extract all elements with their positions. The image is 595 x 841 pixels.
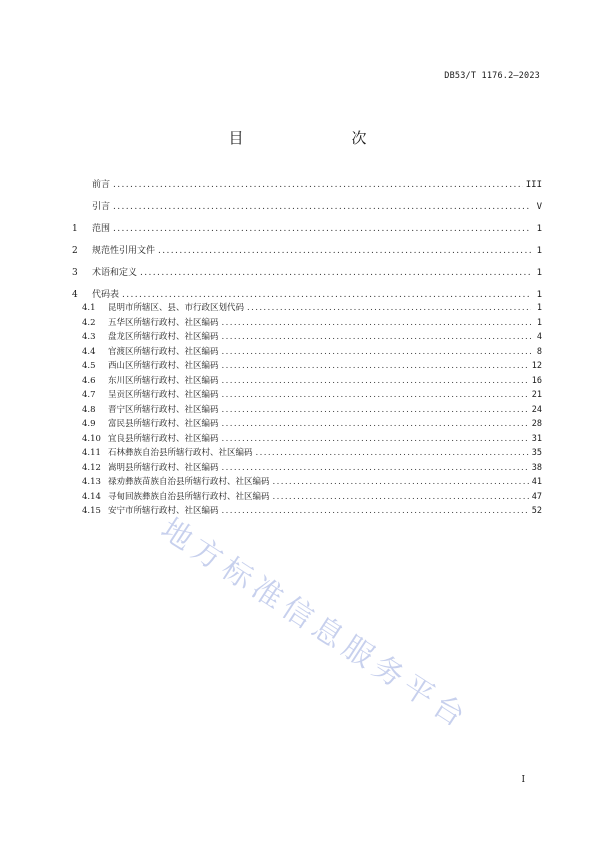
toc-entry[interactable]	[72, 290, 542, 300]
toc-entry-label: 范围	[92, 224, 111, 234]
toc-leader-dots	[122, 290, 531, 300]
toc-leader-dots	[273, 492, 529, 502]
toc-entry-page: 28	[531, 419, 542, 429]
toc-entry-number: 4.9	[82, 419, 96, 429]
toc-entry-label: 东川区所辖行政村、社区编码	[108, 375, 219, 386]
toc-entry[interactable]	[72, 246, 542, 256]
toc-entry-number: 4	[72, 290, 78, 300]
toc-entry-page: 47	[531, 491, 542, 502]
document-code: DB53/T 1176.2—2023	[444, 71, 540, 81]
toc-entry-number: 4.8	[82, 404, 96, 415]
toc-entry[interactable]	[72, 202, 542, 212]
toc-entry-label: 西山区所辖行政村、社区编码	[108, 361, 219, 371]
toc-entry-label: 宜良县所辖行政村、社区编码	[108, 433, 219, 444]
toc-entry[interactable]	[72, 492, 542, 502]
toc-entry-number: 4.3	[82, 332, 96, 342]
toc-entry-page: 38	[531, 462, 542, 473]
toc-entry-number: 4.2	[82, 317, 96, 328]
toc-entry-number: 4.4	[82, 346, 96, 357]
toc-entry[interactable]	[72, 390, 542, 400]
toc-entry[interactable]	[72, 361, 542, 371]
toc-entry-label: 石林彝族自治县所辖行政村、社区编码	[108, 448, 253, 458]
toc-entry-label: 呈贡区所辖行政村、社区编码	[108, 390, 219, 400]
toc-leader-dots	[222, 463, 529, 473]
toc-entry-label: 富民县所辖行政村、社区编码	[108, 419, 219, 429]
toc-leader-dots	[222, 376, 529, 386]
watermark: 地方标准信息服务平台	[154, 511, 476, 738]
toc-entry[interactable]	[72, 180, 542, 190]
toc-entry-page: 41	[531, 477, 542, 487]
toc-entry[interactable]	[72, 332, 542, 342]
toc-entry-page: 1	[536, 268, 542, 278]
toc-leader-dots	[113, 224, 531, 234]
toc-entry-page: 1	[536, 303, 542, 313]
toc-entry-label: 嵩明县所辖行政村、社区编码	[108, 462, 219, 473]
toc-leader-dots	[140, 268, 531, 278]
toc-entry-number: 4.12	[82, 462, 101, 473]
toc-entry-number: 4.1	[82, 303, 96, 313]
toc-leader-dots	[158, 246, 531, 256]
toc-entry[interactable]	[72, 224, 542, 234]
toc-entry-number: 1	[72, 224, 78, 234]
toc-entry[interactable]	[72, 268, 542, 278]
toc-entry-number: 4.14	[82, 491, 101, 502]
toc-entry-label: 代码表	[92, 290, 120, 300]
toc-entry-number: 4.5	[82, 361, 96, 371]
toc-entry-number: 4.13	[82, 477, 101, 487]
toc-entry-number: 4.15	[82, 506, 101, 516]
toc-entry-page: 1	[536, 290, 542, 300]
toc-entry[interactable]	[72, 448, 542, 458]
toc-entry[interactable]	[72, 477, 542, 487]
toc-leader-dots	[113, 202, 531, 212]
toc-entry[interactable]	[72, 506, 542, 516]
toc-entry[interactable]	[72, 376, 542, 386]
toc-entry[interactable]	[72, 419, 542, 429]
toc-entry-page: 31	[531, 433, 542, 444]
toc-entry-label: 五华区所辖行政村、社区编码	[108, 317, 219, 328]
toc-leader-dots	[247, 303, 531, 313]
toc-entry-label: 前言	[92, 180, 111, 190]
toc-entry-page: V	[536, 202, 542, 212]
toc-entry[interactable]	[72, 463, 542, 473]
toc-entry-number: 4.7	[82, 390, 96, 400]
toc-entry-page: 1	[536, 317, 542, 328]
toc-leader-dots	[222, 332, 531, 342]
toc-entry-label: 晋宁区所辖行政村、社区编码	[108, 404, 219, 415]
toc-entry-page: 21	[531, 390, 542, 400]
toc-entry-number: 2	[72, 246, 78, 256]
toc-entry[interactable]	[72, 303, 542, 313]
toc-leader-dots	[273, 477, 529, 487]
toc-entry-page: 1	[536, 224, 542, 234]
toc-leader-dots	[222, 405, 529, 415]
toc-entry-label: 官渡区所辖行政村、社区编码	[108, 346, 219, 357]
page-number: I	[521, 775, 525, 785]
toc-leader-dots	[222, 434, 529, 444]
toc-entry-page: 35	[531, 448, 542, 458]
toc-leader-dots	[222, 506, 529, 516]
toc-entry-label: 昆明市所辖区、县、市行政区划代码	[108, 303, 245, 313]
toc-entry[interactable]	[72, 405, 542, 415]
toc-leader-dots	[222, 390, 529, 400]
toc-entry-page: 12	[531, 361, 542, 371]
toc-entry-number: 4.11	[82, 448, 101, 458]
toc-leader-dots	[222, 361, 529, 371]
toc-entry[interactable]	[72, 347, 542, 357]
toc-leader-dots	[222, 347, 531, 357]
toc-entry-label: 盘龙区所辖行政村、社区编码	[108, 332, 219, 342]
toc-leader-dots	[222, 318, 531, 328]
toc-entry-label: 引言	[92, 202, 111, 212]
toc-entry-number: 3	[72, 268, 78, 278]
toc-entry-page: 4	[536, 332, 542, 342]
toc-leader-dots	[113, 180, 523, 190]
toc-entry-page: 1	[536, 246, 542, 256]
toc-entry-page: 8	[536, 346, 542, 357]
toc-entry-label: 寻甸回族彝族自治县所辖行政村、社区编码	[108, 491, 270, 502]
toc-entry-page: 16	[531, 375, 542, 386]
table-of-contents	[72, 180, 542, 516]
toc-entry-page: 24	[531, 404, 542, 415]
page-title: 目 次	[228, 129, 393, 147]
toc-entry-page: 52	[531, 506, 542, 516]
toc-entry-number: 4.10	[82, 433, 101, 444]
toc-leader-dots	[256, 448, 529, 458]
toc-entry-label: 安宁市所辖行政村、社区编码	[108, 506, 219, 516]
toc-entry-number: 4.6	[82, 375, 96, 386]
toc-entry-label: 术语和定义	[92, 268, 138, 278]
toc-entry-page: III	[525, 180, 542, 190]
toc-entry-label: 规范性引用文件	[92, 246, 156, 256]
toc-leader-dots	[222, 419, 529, 429]
toc-entry-label: 禄劝彝族苗族自治县所辖行政村、社区编码	[108, 477, 270, 487]
toc-entry[interactable]	[72, 318, 542, 328]
toc-entry[interactable]	[72, 434, 542, 444]
